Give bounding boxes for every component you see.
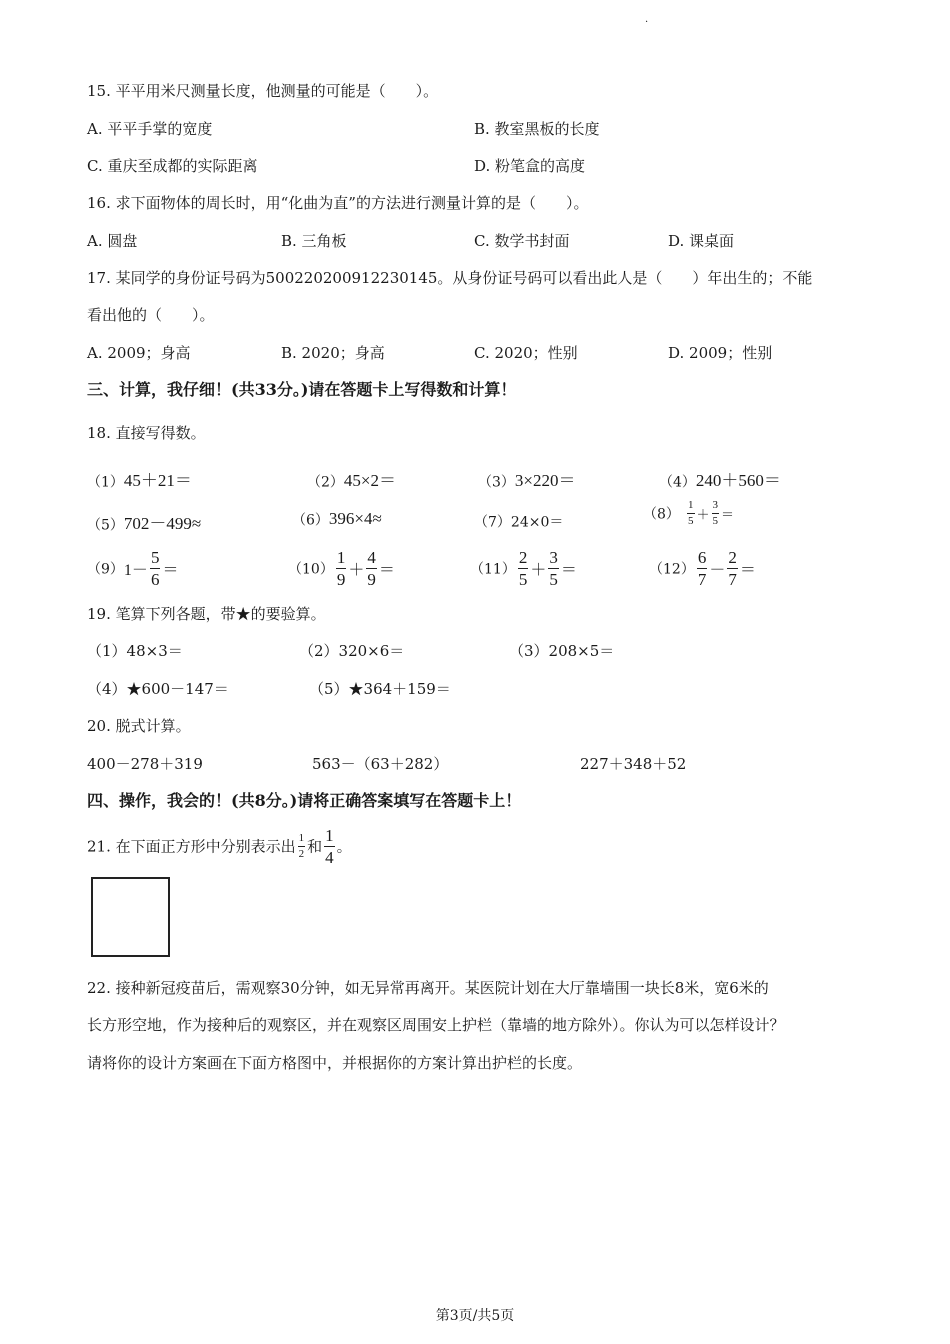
q16-option-c: C. 数学书封面 (474, 232, 570, 250)
q19-item-2: （2）320×6＝ (299, 642, 405, 660)
q21-stem: 21. 在下面正方形中分别表示出 (87, 837, 296, 856)
fraction: $\frac{2}{7}$ (728, 548, 737, 589)
item-expr: 45＋21＝ (123, 471, 192, 490)
q19-item-1: （1）48×3＝ (87, 642, 183, 660)
q18-item-6 (292, 509, 382, 530)
q15-option-c: C. 重庆至成都的实际距离 (87, 157, 258, 175)
q22-line3: 请将你的设计方案画在下面方格图中，并根据你的方案计算出护栏的长度。 (87, 1054, 583, 1072)
item-index: （9） (87, 561, 124, 578)
item-expr: 702－499≈ (123, 514, 202, 533)
q18-item-11: （11） $\frac{2}{5}$ ＋ $\frac{3}{5}$ ＝ (470, 548, 577, 589)
q17-option-a: A. 2009；身高 (87, 344, 191, 362)
item-index: （11） (470, 561, 516, 578)
fraction: $\frac{3}{5}$ (712, 499, 719, 527)
q22-line2: 长方形空地，作为接种后的观察区，并在观察区周围安上护栏（靠墙的地方除外）。你认为可以怎样设计？ (87, 1016, 785, 1034)
q16-option-a: A. 圆盘 (87, 232, 138, 250)
q17-stem-line1: 17. 某同学的身份证号码为500220200912230145。从身份证号码可以看出此人是（ ）年出生的；不能 (87, 269, 813, 287)
q18-item-8: （8） $\frac{1}{5}$ ＋ $\frac{3}{5}$ ＝ (643, 499, 735, 527)
fraction: $\frac{3}{5}$ (549, 548, 558, 589)
fraction: $\frac{5}{6}$ (150, 548, 160, 589)
q15-option-b: B. 教室黑板的长度 (474, 120, 600, 138)
fraction-quarter: $\frac{1}{4}$ (325, 826, 334, 867)
q19-stem: 19. 笔算下列各题，带★的要验算。 (87, 605, 326, 623)
q21-and: 和 (307, 837, 323, 856)
q18-item-1 (87, 466, 192, 492)
item-expr: 396×4≈ (328, 509, 382, 528)
q16-stem: 16. 求下面物体的周长时，用“化曲为直”的方法进行测量计算的是（ ）。 (87, 194, 589, 212)
q18-item-5 (87, 509, 201, 535)
q18-item-2 (307, 466, 396, 492)
q19-item-3: （3）208×5＝ (509, 642, 615, 660)
item-expr: 240＋560＝ (695, 471, 781, 490)
page-footer: 第3页/共5页 (435, 1308, 515, 1324)
q21-stem-line (87, 827, 352, 866)
q18-item-9: （9）1－ $\frac{5}{6}$ ＝ (87, 548, 179, 589)
q20-stem: 20. 脱式计算。 (87, 717, 191, 735)
q16-option-b: B. 三角板 (281, 232, 347, 250)
q18-item-4 (659, 466, 781, 492)
item-index: （1） (87, 474, 124, 491)
q21-end: 。 (336, 837, 352, 856)
q18-item-3 (478, 466, 576, 492)
q18-item-12: （12） $\frac{6}{7}$ － $\frac{2}{7}$ ＝ (649, 548, 756, 589)
drawing-square[interactable] (91, 877, 170, 957)
fraction: $\frac{1}{5}$ (688, 499, 694, 527)
item-expr: 3×220＝ (514, 471, 576, 490)
item-index: （10） (288, 561, 334, 578)
section-3-heading: 三、计算，我仔细！(共33分。)请在答题卡上写得数和计算！ (87, 380, 517, 399)
q17-option-c: C. 2020；性别 (474, 344, 578, 362)
fraction: $\frac{2}{5}$ (518, 548, 528, 589)
q19-item-5: （5）★364＋159＝ (309, 680, 451, 698)
q20-item-2: 563－（63＋282） (312, 755, 449, 773)
section-4-heading: 四、操作，我会的！(共8分。)请将正确答案填写在答题卡上！ (87, 791, 522, 810)
q18-item-7 (474, 511, 563, 532)
item-expr: 24×0＝ (510, 514, 564, 531)
q17-stem-line2: 看出他的（ ）。 (87, 306, 215, 324)
q19-item-4: （4）★600－147＝ (87, 680, 229, 698)
q18-item-10: （10） $\frac{1}{9}$ ＋ $\frac{4}{9}$ ＝ (288, 548, 395, 589)
q17-option-b: B. 2020；身高 (281, 344, 385, 362)
item-index: （5） (87, 517, 124, 534)
fraction: $\frac{1}{9}$ (336, 548, 346, 589)
q15-option-a: A. 平平手掌的宽度 (87, 120, 213, 138)
fraction: $\frac{6}{7}$ (697, 548, 707, 589)
item-index: （3） (478, 474, 515, 491)
q16-option-d: D. 课桌面 (668, 232, 735, 250)
q15-stem: 15. 平平用米尺测量长度，他测量的可能是（ ）。 (87, 82, 439, 100)
q20-item-1: 400－278＋319 (87, 755, 203, 773)
q17-option-d: D. 2009；性别 (668, 344, 773, 362)
top-mark: . (645, 14, 649, 25)
q22-line1: 22. 接种新冠疫苗后，需观察30分钟，如无异常再离开。某医院计划在大厅靠墙围一块长8米，宽6米的 (87, 979, 769, 997)
item-index: （6） (292, 512, 329, 529)
item-index: （2） (307, 474, 344, 491)
q20-item-3: 227＋348＋52 (580, 755, 687, 773)
item-index: （12） (649, 561, 695, 578)
item-index: （4） (659, 474, 696, 491)
fraction-half: $\frac{1}{2}$ (298, 832, 305, 860)
q15-option-d: D. 粉笔盒的高度 (474, 157, 586, 175)
item-index: （8） (643, 506, 680, 523)
fraction: $\frac{4}{9}$ (367, 548, 376, 589)
item-index: （7） (474, 514, 511, 531)
item-expr: 45×2＝ (343, 471, 397, 490)
q18-stem: 18. 直接写得数。 (87, 424, 206, 442)
